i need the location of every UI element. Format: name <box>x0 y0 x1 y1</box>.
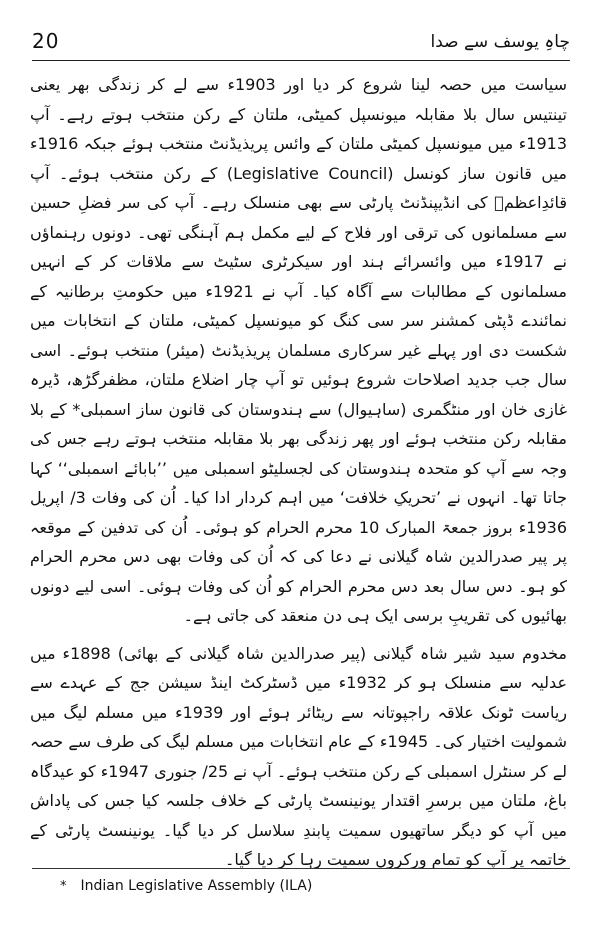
book-title: چاہِ یوسف سے صدا <box>430 31 570 52</box>
running-header <box>32 24 570 58</box>
footnote-text: Indian Legislative Assembly (ILA) <box>80 878 313 894</box>
paragraph-gap <box>30 631 567 639</box>
paragraph-1: سیاست میں حصہ لینا شروع کر دیا اور 1903ء سے لے کر زندگی بھر یعنی تینتیس سال بلا مقابلہ میونسپل کمیٹی، ملتان کے رکن منتخب ہوتے رہے۔ آپ 1913ء میں میونسپل کمیٹی ملتان کے وائس پریذیڈنٹ منتخب ہوئے جبکہ 1916ء میں قانون ساز کونسل (Legislative Council) کے رکن منتخب ہوئے۔ آپ قائدِاعظمؒ کی انڈیپنڈنٹ پارٹی سے بھی منسلک رہے۔ آپ کی سر فضلِ حسین سے مسلمانوں کی ترقی اور فلاح کے لیے مکمل ہم آہنگی تھی۔ دونوں رہنماؤں نے 1917ء میں وائسرائے ہند اور سیکرٹری سٹیٹ سے ملاقات کر کے انہیں مسلمانوں کے مطالبات سے آگاہ کیا۔ آپ نے 1921ء میں حکومتِ برطانیہ کے نمائندے ڈپٹی کمشنر سر سی کنگ کو میونسپل کمیٹی، ملتان کے انتخابات میں شکست دی اور پہلے غیر سرکاری مسلمان پریذیڈنٹ (میئر) منتخب ہوئے۔ اسی سال جب جدید اصلاحات شروع ہوئیں تو آپ چار اضلاع ملتان، مظفرگڑھ، ڈیرہ غازی خان اور منٹگمری (ساہیوال) سے ہندوستان کی قانون ساز اسمبلی* کے بلا مقابلہ رکن منتخب ہوئے اور پھر زندگی بھر بلا مقابلہ منتخب ہوتے رہے جس کی وجہ سے آپ کو متحدہ ہندوستان کی لجسلیٹو اسمبلی میں ’’بابائے اسمبلی‘‘ کہا جاتا تھا۔ انہوں نے ’تحریکِ خلافت‘ میں اہم کردار ادا کیا۔ اُن کی وفات 3/ اپریل 1936ء بروز جمعۃ المبارک 10 محرم الحرام کو ہوئی۔ اُن کی تدفین کے موقعہ پر پیر صدرالدین شاہ گیلانی نے دعا کی کہ اُن کی وفات بھی دس محرم الحرام کو ہو۔ دس سال بعد دس محرم الحرام کو اُن کی وفات ہوئی۔ اسی لیے دونوں بھائیوں کی تقریبِ برسی ایک ہی دن منعقد کی جاتی ہے۔ <box>30 75 568 625</box>
footnote-marker: * <box>60 879 67 894</box>
body-text <box>30 70 567 875</box>
header-rule <box>32 60 570 61</box>
footnote-rule <box>32 868 570 869</box>
page-number: 20 <box>32 29 60 53</box>
footnote <box>60 878 312 894</box>
paragraph-2: مخدوم سید شیر شاہ گیلانی (پیر صدرالدین شاہ گیلانی کے بھائی) 1898ء میں عدلیہ سے منسلک ہو کر 1932ء میں ڈسٹرکٹ اینڈ سیشن جج کے عہدے سے ریاست ٹونک علاقہ راجپوتانہ سے ریٹائر ہوئے اور 1939ء میں مسلم لیگ میں شمولیت اختیار کی۔ 1945ء کے عام انتخابات میں مسلم لیگ کی طرف سے حصہ لے کر سنٹرل اسمبلی کے رکن منتخب ہوئے۔ آپ نے 25/ جنوری 1947ء کو عیدگاہ باغ، ملتان میں برسرِ اقتدار یونینسٹ پارٹی کے خلاف جلسہ کیا جس کی پاداش میں آپ کو دیگر ساتھیوں سمیت پابندِ سلاسل کر دیا گیا۔ یونینسٹ پارٹی کے خاتمہ پر آپ کو تمام ورکروں سمیت رہا کر دیا گیا۔ <box>30 643 568 869</box>
